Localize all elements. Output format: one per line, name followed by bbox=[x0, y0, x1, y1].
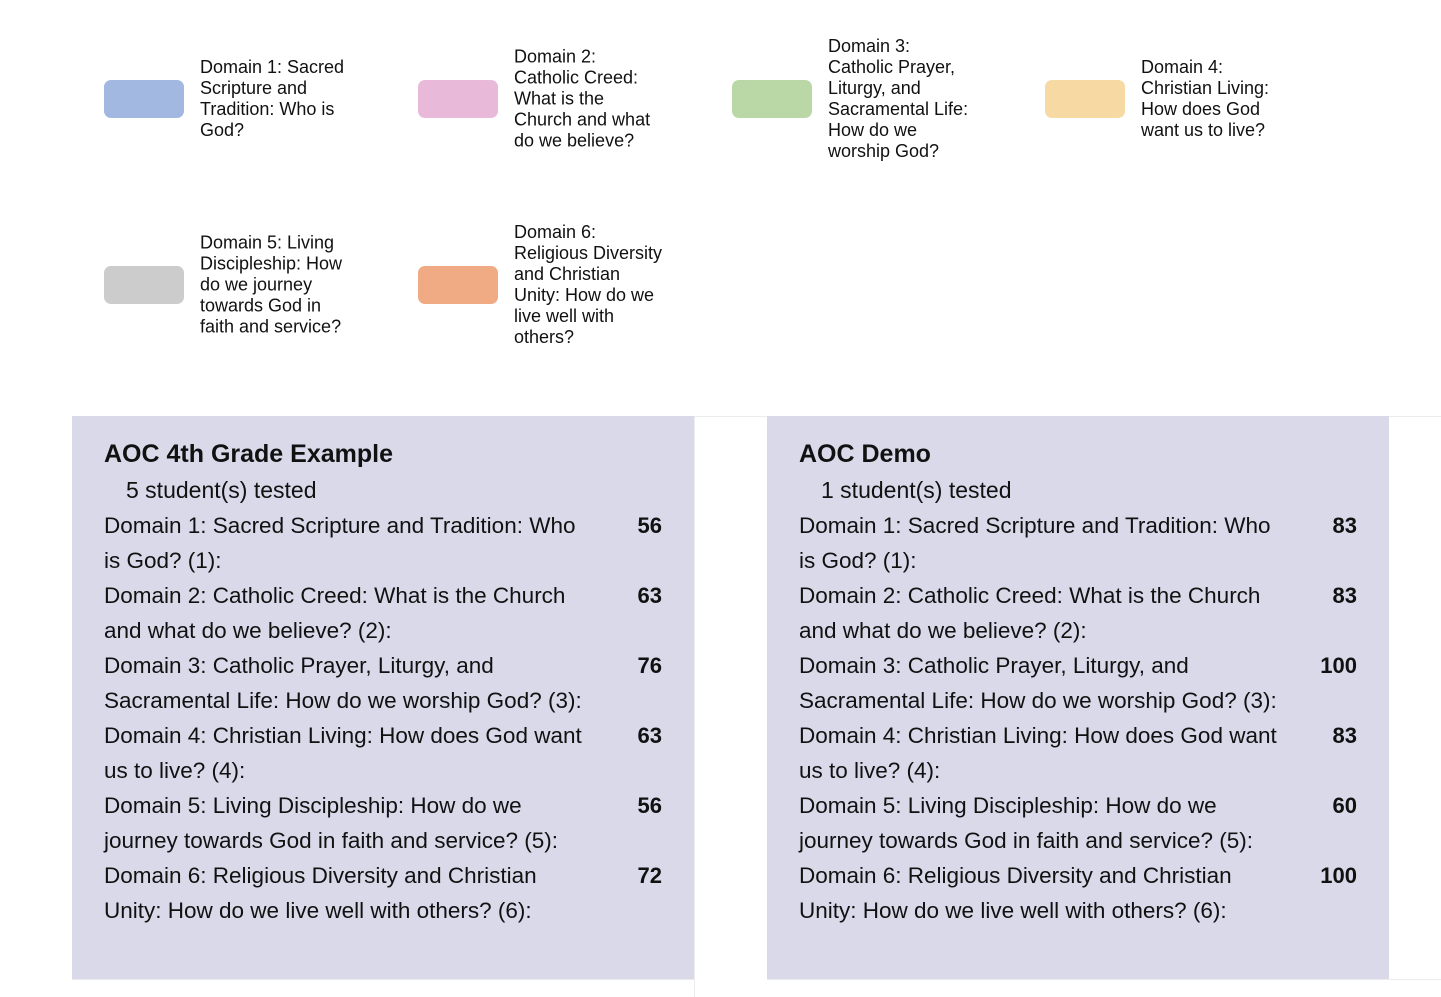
legend-label-domain-2: Domain 2: Catholic Creed: What is the Church and what do we believe? bbox=[514, 46, 651, 151]
domain-row-1 bbox=[799, 508, 1357, 578]
domain-row-5 bbox=[104, 788, 662, 858]
domain-row-3 bbox=[104, 648, 662, 718]
domain-row-6 bbox=[104, 858, 662, 928]
legend-swatch-domain-2 bbox=[418, 80, 498, 118]
domain-row-1 bbox=[104, 508, 662, 578]
domain-score: 72 bbox=[637, 863, 662, 888]
legend-item-domain-6 bbox=[418, 220, 718, 350]
legend-label-domain-1: Domain 1: Sacred Scripture and Tradition: Who is God? bbox=[200, 57, 345, 140]
domain-row-4 bbox=[104, 718, 662, 788]
legend-label-domain-4: Domain 4: Christian Living: How does God want us to live? bbox=[1141, 57, 1270, 140]
domain-row-4 bbox=[799, 718, 1357, 788]
legend-label-domain-3: Domain 3: Catholic Prayer, Liturgy, and Sacramental Life: How do we worship God? bbox=[828, 36, 969, 161]
class-card-aoc-4th-grade bbox=[72, 416, 694, 979]
domain-label: Domain 4: Christian Living: How does God want us to live? (4): bbox=[799, 723, 1277, 783]
students-tested: 5 student(s) tested bbox=[126, 477, 317, 503]
domain-score: 83 bbox=[1332, 513, 1357, 538]
legend-item-domain-3 bbox=[732, 34, 1032, 164]
card-title: AOC 4th Grade Example bbox=[104, 440, 393, 468]
domain-score: 56 bbox=[637, 513, 662, 538]
domain-label: Domain 3: Catholic Prayer, Liturgy, and Sacramental Life: How do we worship God? (3): bbox=[104, 653, 582, 713]
legend-item-domain-5 bbox=[104, 220, 404, 350]
domain-score: 100 bbox=[1320, 863, 1357, 888]
legend-swatch-domain-5 bbox=[104, 266, 184, 304]
domain-legend bbox=[0, 0, 1441, 400]
domain-label: Domain 1: Sacred Scripture and Tradition: Who is God? (1): bbox=[799, 513, 1271, 573]
legend-label-domain-5: Domain 5: Living Discipleship: How do we journey towards God in faith and service? bbox=[200, 232, 343, 337]
domain-score: 100 bbox=[1320, 653, 1357, 678]
domain-row-3 bbox=[799, 648, 1357, 718]
domain-label: Domain 1: Sacred Scripture and Tradition: Who is God? (1): bbox=[104, 513, 576, 573]
domain-row-6 bbox=[799, 858, 1357, 928]
domain-score: 83 bbox=[1332, 583, 1357, 608]
legend-item-domain-4 bbox=[1045, 34, 1345, 164]
legend-item-domain-1 bbox=[104, 34, 404, 164]
legend-swatch-domain-4 bbox=[1045, 80, 1125, 118]
domain-label: Domain 3: Catholic Prayer, Liturgy, and Sacramental Life: How do we worship God? (3): bbox=[799, 653, 1277, 713]
domain-label: Domain 5: Living Discipleship: How do we journey towards God in faith and service? (5): bbox=[799, 793, 1253, 853]
legend-item-domain-2 bbox=[418, 34, 718, 164]
domain-row-5 bbox=[799, 788, 1357, 858]
domain-label: Domain 2: Catholic Creed: What is the Church and what do we believe? (2): bbox=[799, 583, 1261, 643]
domain-score: 63 bbox=[637, 723, 662, 748]
legend-swatch-domain-6 bbox=[418, 266, 498, 304]
domain-label: Domain 5: Living Discipleship: How do we journey towards God in faith and service? (5): bbox=[104, 793, 558, 853]
class-card-aoc-demo bbox=[767, 416, 1389, 979]
domain-label: Domain 6: Religious Diversity and Christian Unity: How do we live well with others? (6): bbox=[799, 863, 1232, 923]
column-gap-line bbox=[694, 416, 695, 997]
domain-row-2 bbox=[104, 578, 662, 648]
card-title: AOC Demo bbox=[799, 440, 931, 468]
bottom-line-left bbox=[72, 979, 694, 980]
top-divider-right bbox=[1389, 416, 1441, 417]
domain-score: 83 bbox=[1332, 723, 1357, 748]
domain-score: 76 bbox=[637, 653, 662, 678]
domain-label: Domain 6: Religious Diversity and Christian Unity: How do we live well with others? (6): bbox=[104, 863, 537, 923]
legend-swatch-domain-1 bbox=[104, 80, 184, 118]
domain-label: Domain 4: Christian Living: How does God want us to live? (4): bbox=[104, 723, 582, 783]
students-tested: 1 student(s) tested bbox=[821, 477, 1012, 503]
domain-score: 60 bbox=[1332, 793, 1357, 818]
domain-row-2 bbox=[799, 578, 1357, 648]
top-divider-left bbox=[694, 416, 767, 417]
domain-score: 56 bbox=[637, 793, 662, 818]
legend-label-domain-6: Domain 6: Religious Diversity and Christian Unity: How do we live well with others? bbox=[514, 222, 663, 347]
legend-swatch-domain-3 bbox=[732, 80, 812, 118]
domain-score: 63 bbox=[637, 583, 662, 608]
bottom-line-right bbox=[767, 979, 1441, 980]
domain-label: Domain 2: Catholic Creed: What is the Church and what do we believe? (2): bbox=[104, 583, 566, 643]
